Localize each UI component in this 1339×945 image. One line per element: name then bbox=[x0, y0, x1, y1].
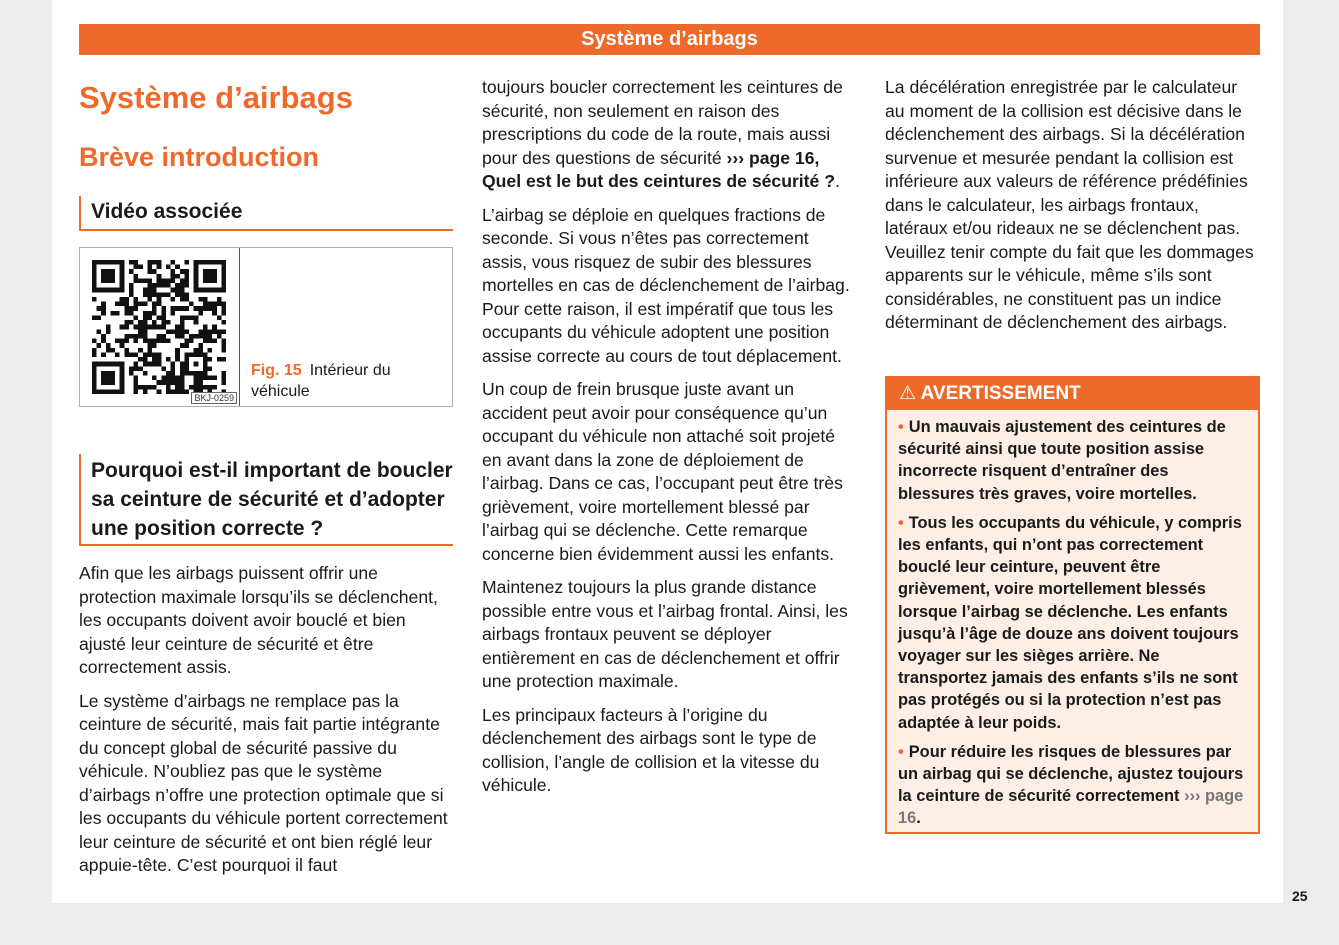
col2-p1-text: toujours boucler correctement les ceintures de sécurité, non seulement en raison des prescriptions du code de la route, mais aussi pour des questions de sécurité bbox=[482, 77, 843, 168]
page-title: Système d’airbags bbox=[79, 80, 353, 115]
warning-title: AVERTISSEMENT bbox=[920, 383, 1081, 404]
warning-item-2-text: Tous les occupants du véhicule, y compris les enfants, qui n’ont pas correctement bouclé leur ceinture, peuvent être grièvement, voire mortellement blessés lorsque l’airbag se déclenche. Les enfants jusqu’à l’âge de douze ans doivent toujours voyager sur les sièges arrière. Ne transportez jamais des enfants s’ils ne sont pas protégés ou si la protection n’est pas adaptée à leur poids. bbox=[898, 513, 1242, 732]
col2-paragraph-2: L’airbag se déploie en quelques fractions de seconde. Si vous n’êtes pas correctement assis, vous risquez de subir des blessures mortelles en cas de déclenchement de l’airbag. Pour cette raison, il est impératif que tous les occupants du véhicule adoptent une position assise correcte au cours de tout déplacement. bbox=[482, 204, 850, 366]
warning-item-2 bbox=[898, 512, 1248, 734]
column-1 bbox=[79, 562, 453, 888]
figure-code: BKJ-0259 bbox=[191, 392, 237, 404]
video-heading: Vidéo associée bbox=[79, 196, 453, 231]
col2-paragraph-4: Maintenez toujours la plus grande distance possible entre vous et l’airbag frontal. Ainsi, les airbags frontaux peuvent se déployer entièrement en cas de déclenchement et offrir une protection maximale. bbox=[482, 577, 848, 691]
col1-paragraph-2: Le système d’airbags ne remplace pas la ceinture de sécurité, mais fait partie intégrante du concept global de sécurité passive du véhicule. N’oubliez pas que le système d’airbags n’offre une protection optimale que si les occupants du véhicule portent correctement leur ceinture de sécurité et ont bien réglé leur appuie-tête. C’est pourquoi il faut bbox=[79, 690, 448, 875]
warning-box bbox=[885, 376, 1260, 834]
col1-paragraph-1: Afin que les airbags puissent offrir une protection maximale lorsqu’ils se déclenchent, les occupants doivent avoir bouclé et bien ajusté leur ceinture de sécurité et être correctement assis. bbox=[79, 563, 438, 677]
section-title: Brève introduction bbox=[79, 142, 320, 172]
figure-caption bbox=[251, 360, 446, 402]
why-heading: Pourquoi est-il important de boucler sa ceinture de sécurité et d’adopter une position correcte ? bbox=[79, 454, 453, 546]
warning-page-16-link[interactable]: ››› page 16 bbox=[898, 787, 1244, 828]
figure-label: Fig. 15 bbox=[251, 362, 302, 379]
bullet-icon: • bbox=[898, 513, 904, 532]
col2-p1-end: . bbox=[834, 171, 840, 191]
warning-item-3-text: Pour réduire les risques de blessures par un airbag qui se déclenche, ajustez toujours la ceinture de sécurité correctement bbox=[898, 742, 1244, 806]
warning-body bbox=[887, 410, 1258, 830]
warning-item-3-end: . bbox=[916, 809, 921, 828]
figure-caption-text: Intérieur du véhicule bbox=[251, 362, 391, 400]
column-2 bbox=[482, 76, 854, 808]
page-number: 25 bbox=[1292, 888, 1308, 904]
figure-box bbox=[79, 247, 453, 407]
warning-item-1 bbox=[898, 416, 1248, 505]
qr-code-icon[interactable] bbox=[92, 260, 226, 394]
warning-icon: ⚠ bbox=[899, 383, 917, 404]
qr-cell bbox=[80, 248, 240, 406]
bullet-icon: • bbox=[898, 418, 904, 436]
col2-paragraph-1 bbox=[482, 76, 854, 194]
col3-paragraph-1: La décélération enregistrée par le calculateur au moment de la collision est décisive dans le déclenchement des airbags. Si la décélération survenue et mesurée pendant la collision est inférieure aux valeurs de référence prédéfinies dans le calculateur, les airbags frontaux, latéraux et/ou rideaux ne se déclenchent pas. Veuillez tenir compte du fait que les dommages apparents sur le véhicule, même s’ils sont considérables, ne constituent pas un indice déterminant de déclenchement des airbags. bbox=[885, 77, 1254, 332]
warning-header bbox=[887, 378, 1258, 410]
warning-item-1-text: Un mauvais ajustement des ceintures de sécurité ainsi que toute position assise incorrecte risquent d’entraîner des blessures très graves, voire mortelles. bbox=[898, 418, 1226, 503]
page-16-link[interactable]: ››› page 16, Quel est le but des ceintures de sécurité ? bbox=[482, 147, 835, 191]
bullet-icon: • bbox=[898, 742, 904, 761]
section-header: Système d’airbags bbox=[79, 24, 1260, 55]
warning-item-3 bbox=[898, 741, 1248, 830]
col2-paragraph-3: Un coup de frein brusque juste avant un accident peut avoir pour conséquence qu’un occupant du véhicule non attaché soit projeté en avant dans la zone de déploiement de l’airbag. Dans ce cas, l’occupant peut être très grièvement, voire mortellement blessé par l’airbag qui se déclenche. Cette remarque concerne bien évidemment aussi les enfants. bbox=[482, 379, 843, 564]
col2-paragraph-5: Les principaux facteurs à l’origine du déclenchement des airbags sont le type de collision, l’angle de collision et la vitesse du véhicule. bbox=[482, 704, 820, 795]
column-3 bbox=[885, 76, 1260, 345]
